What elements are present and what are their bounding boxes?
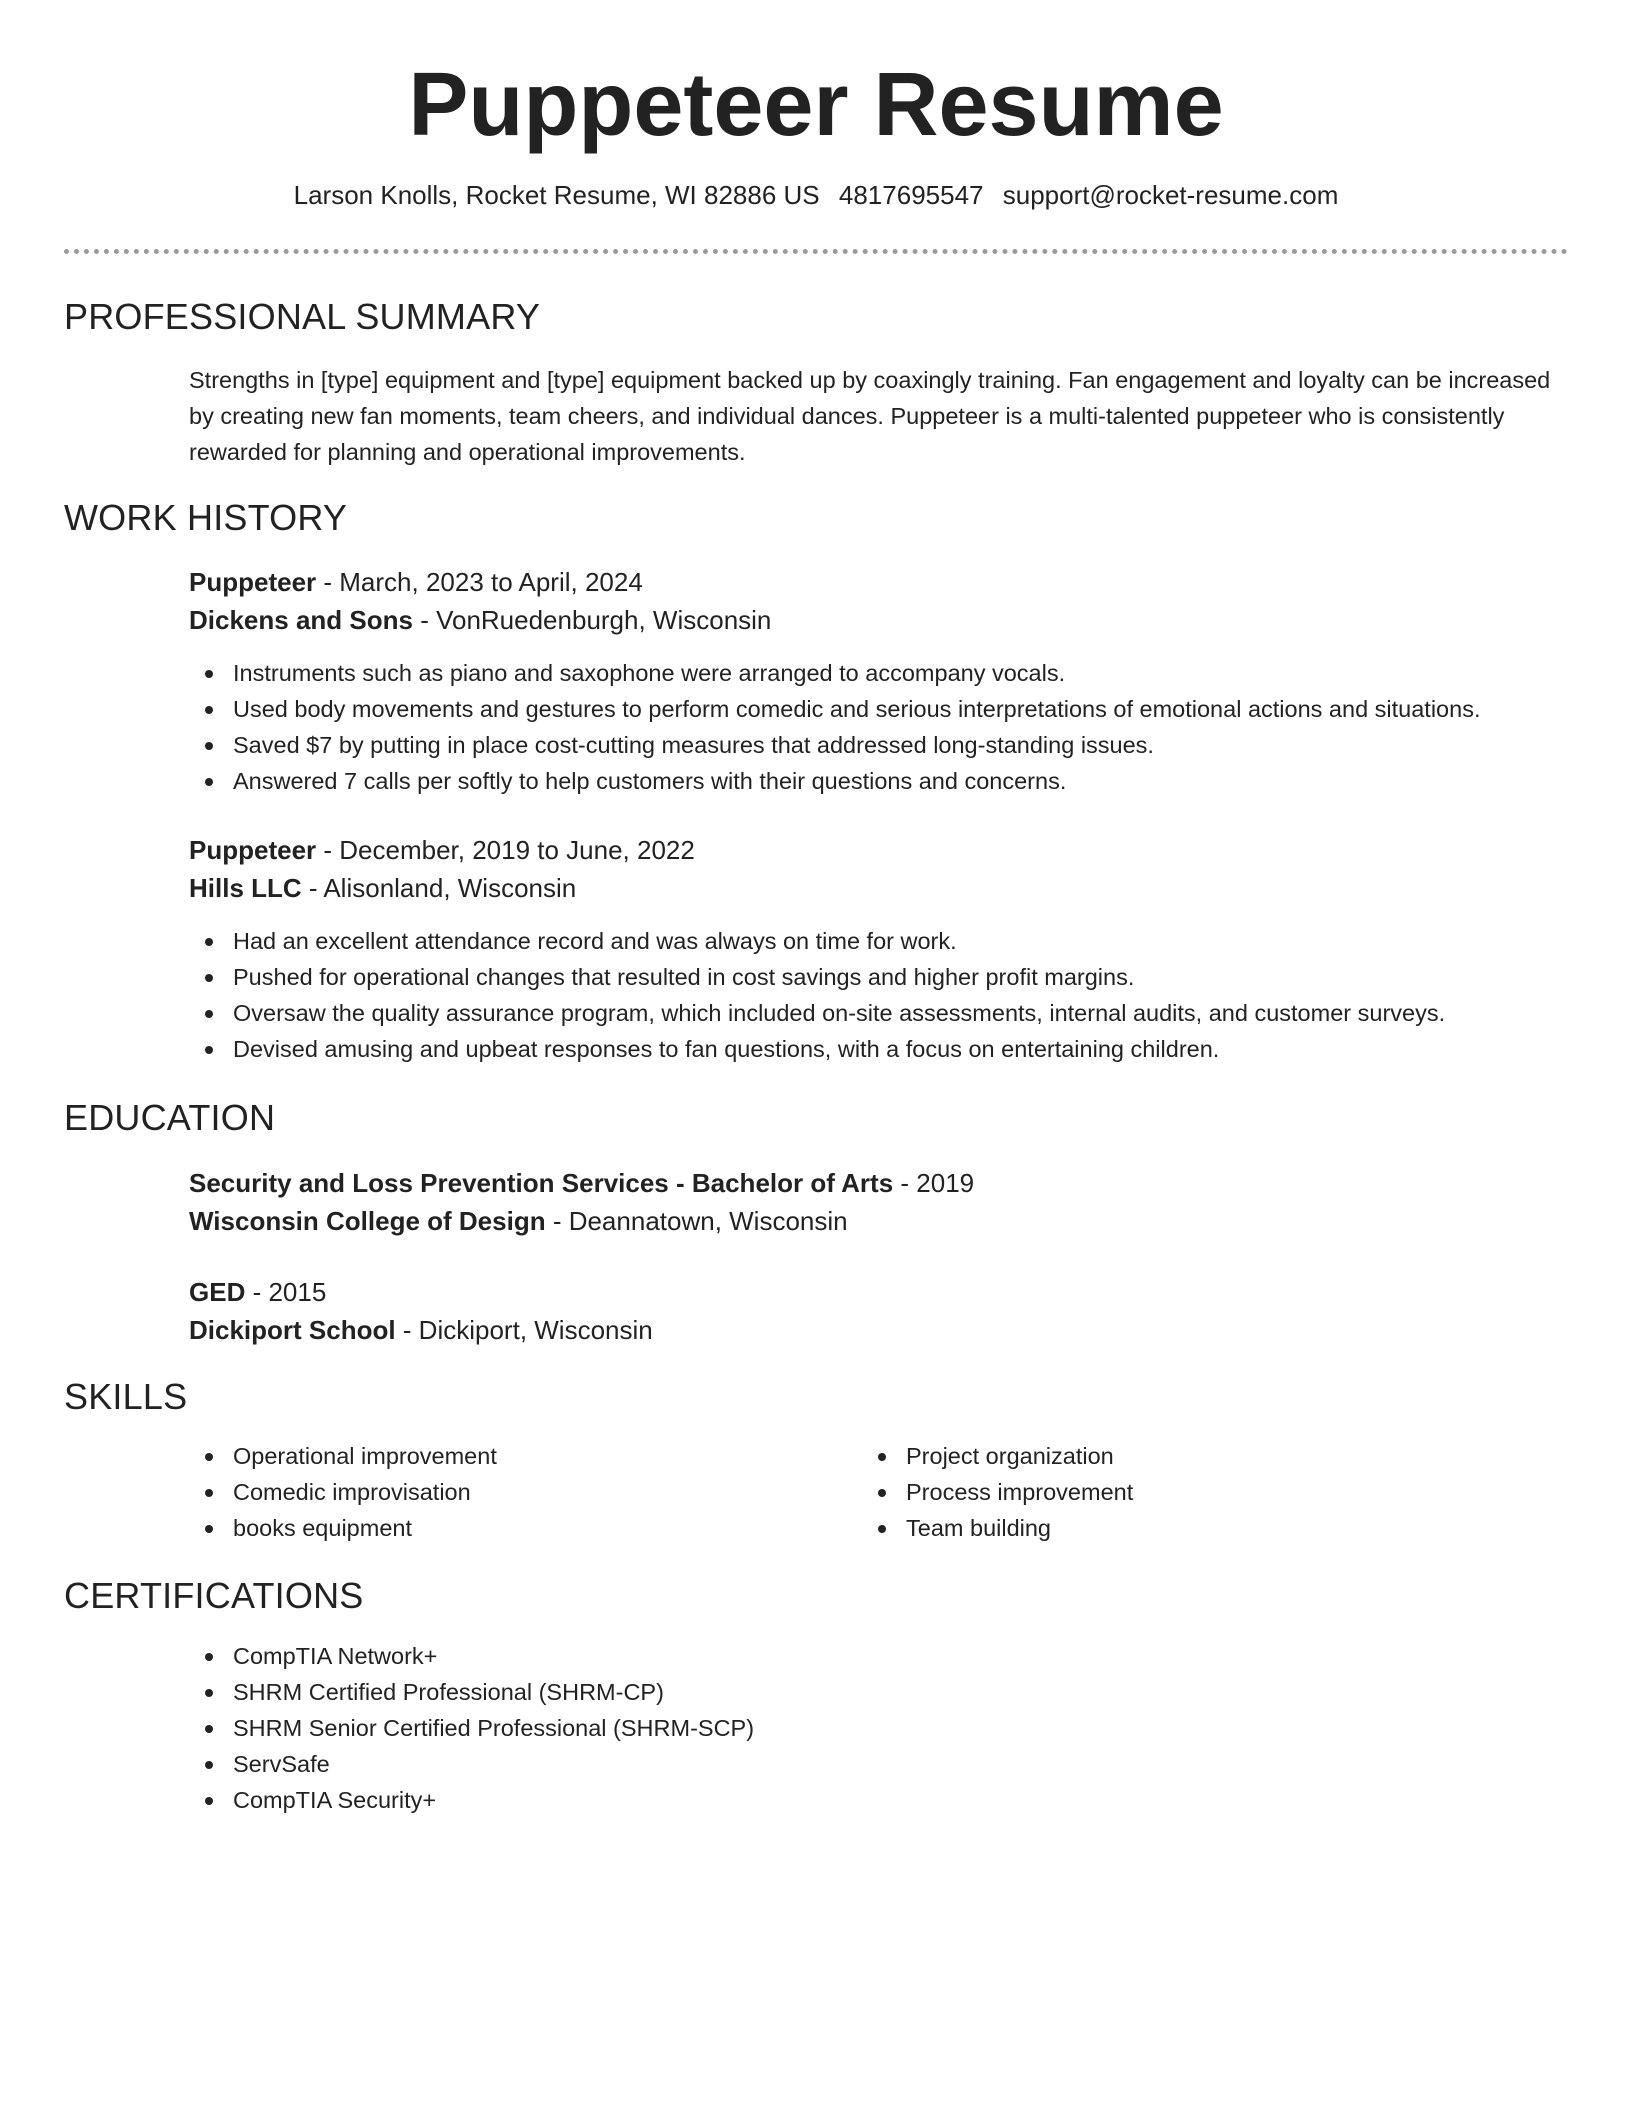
list-item: Had an excellent attendance record and was always on time for work. <box>189 923 1569 959</box>
job-location: - VonRuedenburgh, Wisconsin <box>412 605 772 635</box>
section-title-education: EDUCATION <box>64 1097 276 1138</box>
certification-item: CompTIA Network+ <box>189 1638 1189 1674</box>
degree-year: - 2019 <box>893 1168 975 1198</box>
job-title-line <box>189 831 1569 869</box>
list-item: Saved $7 by putting in place cost-cutting measures that addressed long-standing issues. <box>189 727 1569 763</box>
job-role: Puppeteer <box>189 835 317 865</box>
skill-item: Process improvement <box>862 1474 1512 1510</box>
job-bullets <box>189 923 1569 1067</box>
contact-line <box>0 180 1632 211</box>
skills-list-right <box>862 1438 1512 1546</box>
contact-email: support@rocket-resume.com <box>1002 180 1339 210</box>
school-location: - Deannatown, Wisconsin <box>545 1206 848 1236</box>
list-item: Devised amusing and upbeat responses to fan questions, with a focus on entertaining children. <box>189 1031 1569 1067</box>
education-entry <box>189 1273 1569 1349</box>
skill-item: Comedic improvisation <box>189 1474 839 1510</box>
skill-item: Team building <box>862 1510 1512 1546</box>
degree: Security and Loss Prevention Services - Bachelor of Arts <box>189 1168 894 1198</box>
job-location: - Alisonland, Wisconsin <box>301 873 577 903</box>
job-company-line <box>189 601 1569 639</box>
degree: GED <box>189 1277 246 1307</box>
contact-phone: 4817695547 <box>838 180 984 210</box>
skills-list-left <box>189 1438 839 1546</box>
section-title-summary: PROFESSIONAL SUMMARY <box>64 296 541 337</box>
job-role: Puppeteer <box>189 567 317 597</box>
degree-line <box>189 1164 1569 1202</box>
job-title-line <box>189 563 1569 601</box>
certification-item: SHRM Senior Certified Professional (SHRM-SCP) <box>189 1710 1189 1746</box>
section-title-work-history: WORK HISTORY <box>64 497 348 538</box>
certification-item: CompTIA Security+ <box>189 1782 1189 1818</box>
certification-item: ServSafe <box>189 1746 1189 1782</box>
list-item: Used body movements and gestures to perform comedic and serious interpretations of emotional actions and situations. <box>189 691 1569 727</box>
list-item: Answered 7 calls per softly to help customers with their questions and concerns. <box>189 763 1569 799</box>
job-bullets <box>189 655 1569 799</box>
list-item: Oversaw the quality assurance program, which included on-site assessments, internal audits, and customer surveys. <box>189 995 1569 1031</box>
section-title-certifications: CERTIFICATIONS <box>64 1575 364 1616</box>
job-dates: - December, 2019 to June, 2022 <box>316 835 695 865</box>
job-dates: - March, 2023 to April, 2024 <box>316 567 643 597</box>
skill-item: books equipment <box>189 1510 839 1546</box>
section-title-skills: SKILLS <box>64 1376 188 1417</box>
job-company: Hills LLC <box>189 873 302 903</box>
school-line <box>189 1202 1569 1240</box>
degree-line <box>189 1273 1569 1311</box>
skill-item: Operational improvement <box>189 1438 839 1474</box>
degree-year: - 2015 <box>245 1277 327 1307</box>
list-item: Instruments such as piano and saxophone were arranged to accompany vocals. <box>189 655 1569 691</box>
certifications-list <box>189 1638 1189 1818</box>
job-entry <box>189 563 1569 799</box>
skill-item: Project organization <box>862 1438 1512 1474</box>
school-location: - Dickiport, Wisconsin <box>395 1315 653 1345</box>
header-divider <box>64 249 1568 254</box>
contact-address: Larson Knolls, Rocket Resume, WI 82886 US <box>293 180 820 210</box>
job-entry <box>189 831 1569 1067</box>
certification-item: SHRM Certified Professional (SHRM-CP) <box>189 1674 1189 1710</box>
job-company: Dickens and Sons <box>189 605 413 635</box>
education-entry <box>189 1164 1569 1240</box>
job-company-line <box>189 869 1569 907</box>
summary-text: Strengths in [type] equipment and [type] equipment backed up by coaxingly training. Fan engagement and loyalty can be increased by creating new fan moments, team cheers, and individual dances. Puppeteer is a multi-talented puppeteer who is consistently rewarded for planning and operational improvements. <box>189 367 1551 465</box>
school: Dickiport School <box>189 1315 396 1345</box>
list-item: Pushed for operational changes that resulted in cost savings and higher profit margins. <box>189 959 1569 995</box>
school-line <box>189 1311 1569 1349</box>
resume-title: Puppeteer Resume <box>408 55 1224 155</box>
school: Wisconsin College of Design <box>189 1206 546 1236</box>
